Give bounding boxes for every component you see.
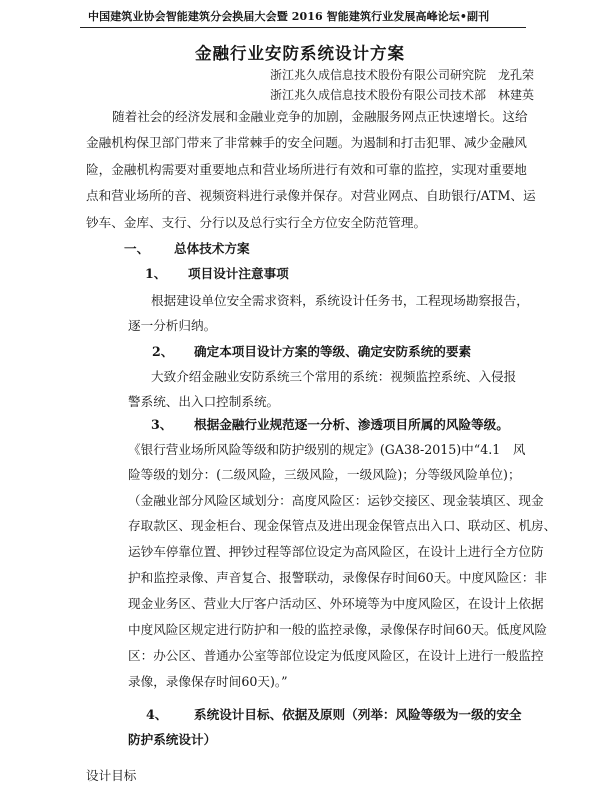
- item-3-title: 根据金融行业规范逐一分析、渗透项目所属的风险等级。: [194, 417, 509, 432]
- item-2-title: 确定本项目设计方案的等级、确定安防系统的要素: [194, 344, 472, 359]
- item-4-title: 系统设计目标、依据及原则（列举：风险等级为一级的安全: [194, 707, 522, 722]
- intro-line: 金融机构保卫部门带来了非常棘手的安全问题。为遏制和打击犯罪、减少金融风: [86, 135, 527, 150]
- item-3-line: （金融业部分风险区域划分：高度风险区：运钞交接区、现金装填区、现金: [128, 493, 544, 508]
- item-1-title: 项目设计注意事项: [188, 266, 289, 281]
- item-3-line: 险等级的划分：(二级风险，三级风险，一级风险)；分等级风险单位)；: [128, 467, 521, 482]
- section-1-number: 一、: [124, 241, 150, 256]
- journal-header: 中国建筑业协会智能建筑分会换届大会暨 2016 智能建筑行业发展高峰论坛•副刊: [88, 10, 490, 23]
- author-affiliation-1: 浙江兆久成信息技术股份有限公司研究院 龙孔荣: [269, 68, 534, 82]
- item-3-line: 中度风险区规定进行防护和一般的监控录像，录像保存时间60天。低度风险: [128, 622, 548, 637]
- item-1-line: 逐一分析归纳。: [128, 318, 217, 333]
- header-rule: [80, 27, 526, 28]
- item-3-number: 3、: [151, 417, 173, 432]
- item-4-title-continued: 防护系统设计）: [128, 732, 217, 747]
- intro-line: 险，金融机构需要对重要地点和营业场所进行有效和可靠的监控，实现对重要地: [86, 162, 527, 177]
- item-2-number: 2、: [152, 344, 174, 359]
- item-3-line: 录像，录像保存时间60天)。”: [128, 674, 288, 689]
- intro-line: 随着社会的经济发展和金融业竞争的加剧，金融服务网点正快速增长。这给: [112, 109, 528, 124]
- item-2-line: 警系统、出入口控制系统。: [128, 394, 280, 409]
- intro-line: 钞车、金库、支行、分行以及总行实行全方位安全防范管理。: [86, 215, 427, 230]
- paper-title: 金融行业安防系统设计方案: [195, 44, 405, 63]
- item-1-line: 根据建设单位安全需求资料，系统设计任务书，工程现场勘察报告，: [151, 293, 529, 308]
- item-3-line: 护和监控录像、声音复合、报警联动，录像保存时间60天。中度风险区：非: [128, 570, 548, 585]
- item-4-number: 4、: [146, 707, 168, 722]
- footer-label: 设计目标: [86, 768, 137, 783]
- author-affiliation-2: 浙江兆久成信息技术股份有限公司技术部 林建英: [269, 88, 534, 102]
- item-3-line: 运钞车停靠位置、押钞过程等部位设定为高风险区，在设计上进行全方位防: [128, 544, 544, 559]
- item-2-line: 大致介绍金融业安防系统三个常用的系统：视频监控系统、入侵报: [151, 369, 517, 384]
- item-3-line: 现金业务区、营业大厅客户活动区、外环境等为中度风险区，在设计上依据: [128, 596, 544, 611]
- item-3-line: 《银行营业场所风险等级和防护级别的规定》(GA38-2015)中“4.1 风: [128, 442, 526, 457]
- item-3-line: 区：办公区、普通办公室等部位设定为低度风险区，在设计上进行一般监控: [128, 648, 544, 663]
- section-1-title: 总体技术方案: [174, 241, 250, 256]
- item-1-number: 1、: [145, 266, 167, 281]
- item-3-line: 存取款区、现金柜台、现金保管点及进出现金保管点出入口、联动区、机房、: [128, 518, 557, 533]
- intro-line: 点和营业场所的音、视频资料进行录像并保存。对营业网点、自助银行/ATM、运: [86, 188, 536, 203]
